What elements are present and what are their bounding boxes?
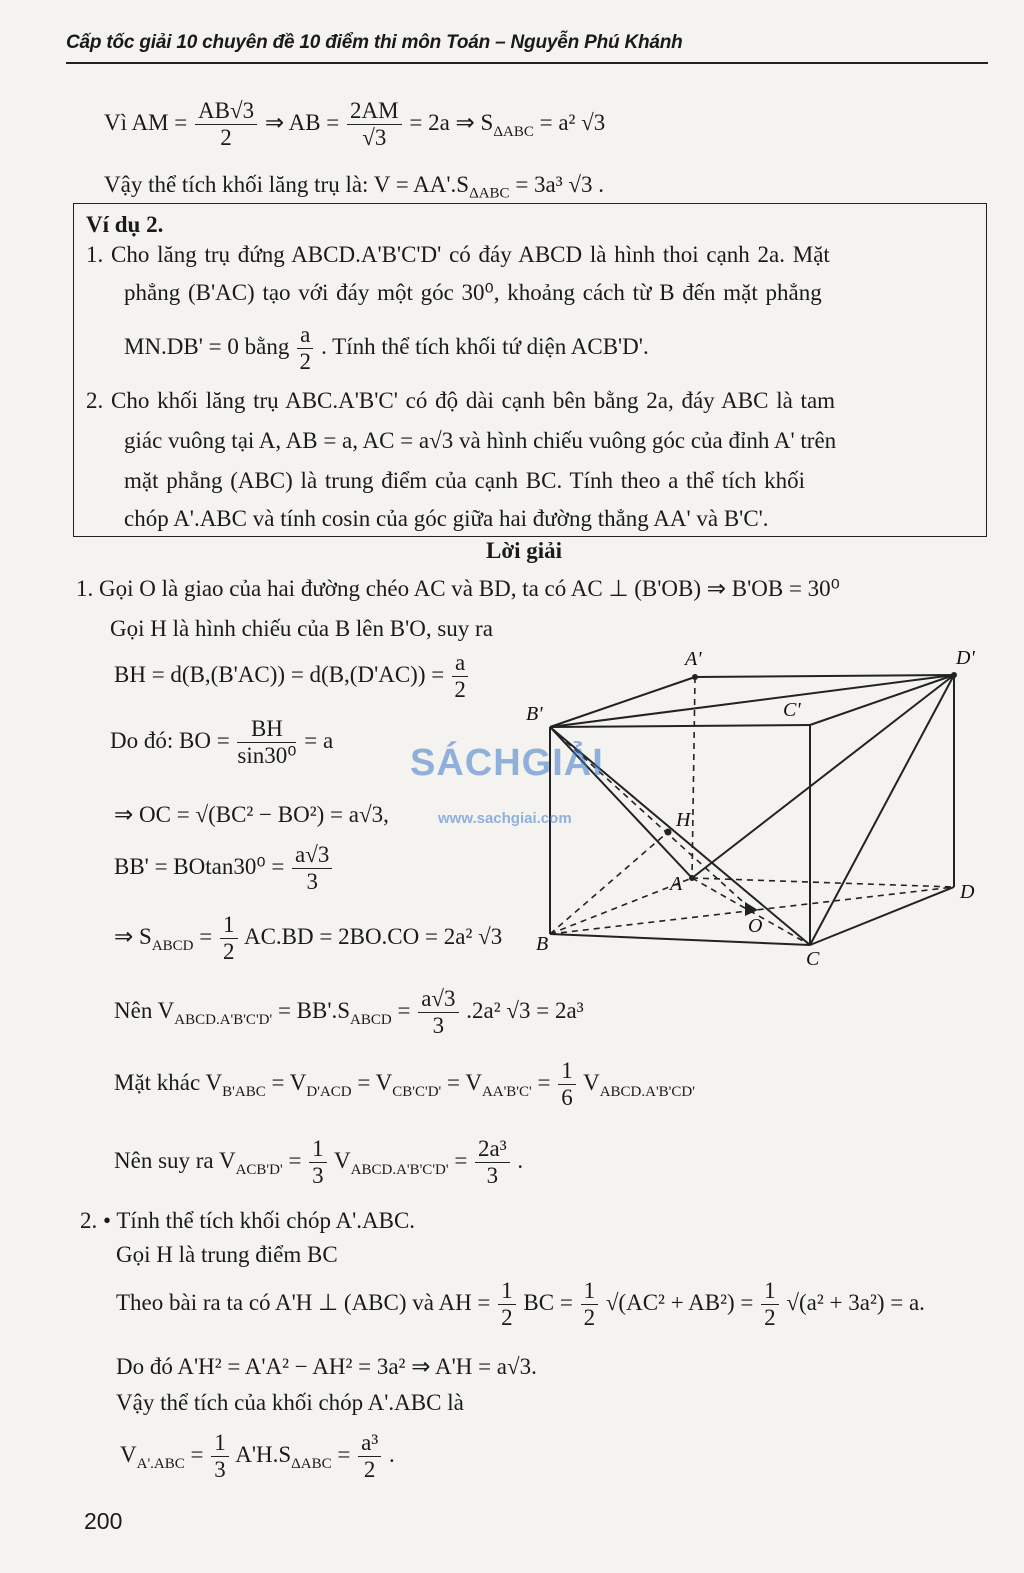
example-p1-l1: 1. Cho lăng trụ đứng ABCD.A'B'C'D' có đáy ABCD là hình thoi cạnh 2a. Mặt (86, 242, 830, 267)
solution-1-line-1: 1. Gọi O là giao của hai đường chéo AC và BD, ta có AC ⊥ (B'OB) ⇒ B'OB = 30⁰ (76, 576, 840, 601)
solution-1-line-2: Gọi H là hình chiếu của B lên B'O, suy ra (110, 616, 493, 641)
label-h: H (676, 809, 691, 831)
eq-v-pyramid: $V_{A'.ABC}$ = $\frac{1}{3}$ $A'H.S_{\Delta ABC}$ = $\frac{\text{a³}}{2}$ . (120, 1430, 395, 1483)
edge-b1-a1 (550, 677, 695, 727)
example-p1-l2: phẳng (B'AC) tạo với đáy một góc 30⁰, khoảng cách từ B đến mặt phẳng (124, 280, 822, 305)
example-title: Ví dụ 2. (86, 212, 164, 237)
example-p1-l3: MN.DB' = 0 bằng $\frac{a}{2}$ . Tính thể tích khối tứ diện ACB'D'. (124, 322, 649, 375)
eq-s-abcd: ⇒ $S_{ABCD}$ = $\frac{1}{2}$ AC.BD = 2BO.CO = 2a² √3 (114, 912, 503, 965)
edge-b-c (550, 934, 810, 945)
edge-d1-c (810, 675, 954, 945)
label-c1: C' (783, 699, 801, 721)
edge-c1-b1 (550, 725, 810, 727)
top-line-2: Vậy thể tích khối lăng trụ là: $V = AA'.S_{\Delta ABC} = 3a^3$ √3 . (104, 172, 605, 202)
edge-b1-d1 (550, 675, 954, 727)
eq-v-prism: Nên $V_{ABCD.A'B'C'D'} = BB'.S_{ABCD}$ = $\frac{a√3}{3}$ .2a² √3 = 2a³ (114, 986, 584, 1039)
example-p2-l4: chóp A'.ABC và tính cosin của góc giữa hai đường thẳng AA' và B'C'. (124, 506, 769, 531)
solution-2-line-2: Gọi H là trung điểm BC (116, 1242, 338, 1267)
solution-heading: Lời giải (486, 538, 562, 563)
eq-ah-prime: Do đó A'H² = A'A² − AH² = 3a² ⇒ A'H = a√3. (116, 1354, 537, 1379)
eq-nen-suy-ra: Nên suy ra $V_{ACB'D'}$ = $\frac{1}{3}$ $V_{ABCD.A'B'C'D'}$ = $\frac{\text{2a³}}{3}$ . (114, 1136, 524, 1189)
label-d: D (960, 881, 975, 903)
point-h (665, 829, 672, 836)
label-b1: B' (526, 703, 543, 725)
label-b: B (536, 933, 549, 955)
edge-d1-a (692, 675, 954, 878)
top-line-1: Vì AM = $\frac{AB√3}{2}$ ⇒ AB = $\frac{2AM}{√3}$ = 2a ⇒ $S_{\Delta ABC} = a^2$ √3 (104, 98, 606, 151)
edge-a1-d1 (695, 675, 954, 677)
label-o: O (748, 915, 763, 937)
prism-figure (520, 640, 990, 970)
eq-bb: BB' = BOtan30⁰ = $\frac{a√3}{3}$ (114, 842, 334, 896)
page-number: 200 (84, 1508, 123, 1534)
solution-2-line-1: 2. • Tính thể tích khối chóp A'.ABC. (80, 1208, 416, 1233)
edge-b-h (550, 832, 668, 934)
solution-2-line-5: Vậy thể tích của khối chóp A'.ABC là (116, 1390, 464, 1415)
label-d1: D' (956, 647, 975, 669)
label-a1: A' (685, 648, 702, 670)
arrow-head (745, 902, 758, 916)
example-p2-l1: 2. Cho khối lăng trụ ABC.A'B'C' có độ dài cạnh bên bằng 2a, đáy ABC là tam (86, 388, 836, 413)
eq-ah: Theo bài ra ta có A'H ⊥ (ABC) và AH = $\frac{1}{2}$ BC = $\frac{1}{2}$ √(AC² + AB²) = $\frac{1}{2}$ √(a² + 3a²) = a. (116, 1278, 925, 1331)
label-c: C (806, 948, 820, 970)
header-rule (66, 62, 988, 64)
eq-oc: ⇒ OC = √(BC² − BO²) = a√3, (114, 802, 389, 827)
watermark-logo: SÁCHGIẢI (410, 742, 604, 784)
label-a: A (670, 873, 683, 895)
eq-bo: Do đó: BO = $\frac{BH}{\text{sin30⁰}}$ = a (110, 716, 334, 769)
running-header: Cấp tốc giải 10 chuyên đề 10 điểm thi môn Toán – Nguyễn Phú Khánh (66, 32, 683, 53)
watermark-url: www.sachgiai.com (438, 810, 572, 827)
eq-bh: BH = d(B,(B'AC)) = d(B,(D'AC)) = $\frac{a}{2}$ (114, 650, 470, 704)
eq-mat-khac: Mặt khác $V_{B'ABC} = V_{D'ACD} = V_{CB'C'D'} = V_{AA'B'C'}$ = $\frac{1}{6}$ $V_{ABCD.A'B'CD'}$ (114, 1058, 695, 1111)
example-p2-l2: giác vuông tại A, AB = a, AC = a√3 và hình chiếu vuông góc của đỉnh A' trên (124, 428, 837, 453)
example-p2-l3: mặt phẳng (ABC) là trung điểm của cạnh BC. Tính theo a thể tích khối (124, 468, 806, 493)
